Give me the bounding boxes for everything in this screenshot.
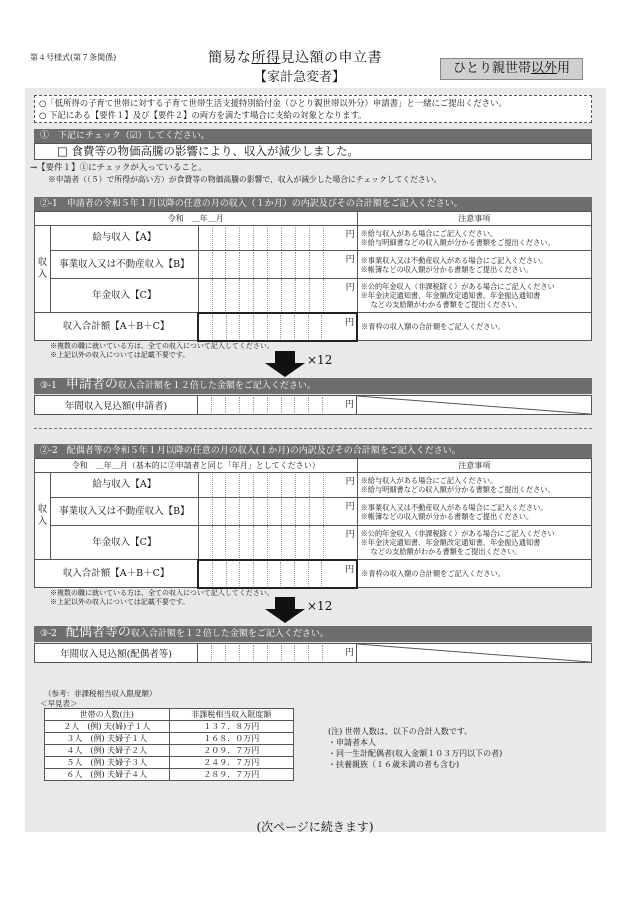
notice-line-1: ○「低所得の子育て世帯に対する子育て世帯生活支援特別給付金（ひとり親世帯以外分）申請書」と一緒にご提出ください。	[39, 98, 507, 108]
pension-note: ※公的年金収入（非課税除く）がある場合にご記入ください ※年金決定通知書、年金額改定通知書、年金振込通知書 などの支給額がわかる書類をご提出ください。	[357, 526, 591, 560]
yen-unit: 円	[345, 230, 355, 240]
down-arrow-icon	[265, 351, 305, 377]
business-label: 事業収入又は不動産収入【B】	[50, 251, 198, 279]
notice-box	[34, 95, 592, 123]
footnote-2: ※上記以外の収入については記載不要です。	[50, 351, 190, 359]
pension-label: 年金収入【C】	[50, 526, 198, 560]
footnote-1: ※複数の職に就いている方は、全ての収入について記入してください。	[50, 589, 274, 597]
table-row: ５人 (例) 夫婦子３人	[45, 757, 170, 769]
reference-subcaption: ＜早見表＞	[40, 699, 78, 708]
annual-income-spouse	[34, 643, 592, 663]
yen-unit: 円	[345, 564, 355, 575]
section2-2-bar: ②-2 配偶者等の令和５年１月以降の任意の月の収入(１か月)の内訳及びその合計額をご記入ください。	[34, 444, 592, 458]
annual-income-input[interactable]	[198, 644, 357, 663]
table-cell: ２０９．７万円	[169, 745, 294, 757]
diagonal-cell	[356, 396, 591, 415]
total-amount-input[interactable]	[198, 313, 357, 341]
multiply-12-label: ×12	[307, 599, 333, 613]
annual-income-label: 年間収入見込額(申請者)	[35, 396, 198, 415]
table-row: ６人 (例) 夫婦子４人	[45, 769, 170, 781]
section3-1-bar: ③-1 申請者の収入合計額を１２倍した金額をご記入ください。	[34, 378, 592, 394]
requirement1: →【要件１】①にチェックが入っていること。	[30, 163, 207, 173]
yen-unit: 円	[345, 477, 355, 487]
business-note: ※事業収入又は不動産収入がある場合にご記入ください。 ※帳簿などの収入額が分かる書類をご提出ください。	[357, 251, 591, 279]
section1-bar: ① 下記にチェック（☑）してください。	[34, 129, 592, 143]
total-note: ※青枠の収入額の合計額をご記入ください。	[357, 313, 591, 341]
table-row: ２人 (例) 夫(婦)子１人	[45, 721, 170, 733]
continue-text: (次ページに続きます)	[256, 820, 374, 834]
month-header: 令和 ＿年＿月（基本的に②申請者と同じ「年月」としてください）	[35, 459, 358, 473]
section3-2-bar: ③-2 配偶者等の収入合計額を１２倍した金額をご記入ください。	[34, 626, 592, 642]
table-cell: ２４９．７万円	[169, 757, 294, 769]
notes-header: 注意事項	[357, 212, 591, 226]
footnote-2: ※上記以外の収入については記載不要です。	[50, 598, 190, 606]
annual-income-input[interactable]	[198, 396, 357, 415]
reference-caption: （参考：非課税相当収入限度額）	[44, 689, 157, 698]
notes-header: 注意事項	[357, 459, 591, 473]
down-arrow-icon	[265, 597, 305, 623]
table-row: ４人 (例) 夫婦子２人	[45, 745, 170, 757]
pension-amount-input[interactable]	[198, 526, 357, 560]
diagonal-line	[357, 644, 590, 662]
yen-unit: 円	[345, 530, 355, 540]
hardship-checkbox-row[interactable]: □ 食費等の物価高騰の影響により、収入が減少しました。	[34, 143, 592, 160]
diagonal-line	[357, 396, 590, 414]
footnote-1: ※複数の職に就いている方は、全ての収入について記入してください。	[50, 342, 274, 350]
income-table-applicant	[34, 211, 592, 342]
income-side-label: 収入	[35, 226, 51, 313]
pension-label: 年金収入【C】	[50, 279, 198, 313]
total-amount-input[interactable]	[198, 560, 357, 588]
salary-amount-input[interactable]	[198, 226, 357, 251]
yen-unit: 円	[345, 255, 355, 265]
pension-note: ※公的年金収入（非課税除く）がある場合にご記入ください ※年金決定通知書、年金額改定通知書、年金振込通知書 などの支給額がわかる書類をご提出ください。	[357, 279, 591, 313]
income-table-spouse	[34, 458, 592, 589]
yen-unit: 円	[344, 400, 354, 410]
pension-amount-input[interactable]	[198, 279, 357, 313]
diagonal-cell	[356, 644, 591, 663]
month-header: 令和 ＿年＿月	[35, 212, 358, 226]
salary-amount-input[interactable]	[198, 473, 357, 498]
multiply-12-label: ×12	[307, 353, 333, 367]
salary-note: ※給与収入がある場合にご記入ください。 ※給与明細書などの収入額が分かる書類をご提出ください。	[357, 226, 591, 251]
total-label: 収入合計額【A＋B＋C】	[35, 313, 199, 341]
business-amount-input[interactable]	[198, 251, 357, 279]
household-note: (注) 世帯人数は、以下の合計人数です。 ・申請者本人 ・同一生計配偶者(収入金額１０３万円以下の者) ・扶養親族（１６歳未満の者も含む)	[328, 727, 503, 769]
table-cell: ２８９．７万円	[169, 769, 294, 781]
form-number: 第４号様式(第７条関係)	[30, 53, 117, 62]
annual-income-applicant	[34, 395, 592, 415]
salary-note: ※給与収入がある場合にご記入ください。 ※給与明細書などの収入額が分かる書類をご提出ください。	[357, 473, 591, 498]
ref-col-household: 世帯の人数(注)	[45, 709, 170, 721]
household-type-badge: ひとり親世帯以外用	[440, 58, 583, 80]
salary-label: 給与収入【A】	[50, 226, 198, 251]
section-divider	[34, 428, 592, 429]
reference-table	[44, 708, 294, 781]
business-amount-input[interactable]	[198, 498, 357, 526]
requirement1-note: ※申請者（（５）で所得が高い方）が食費等の物価高騰の影響で、収入が減少した場合にチェックしてください。	[48, 175, 442, 184]
yen-unit: 円	[345, 283, 355, 293]
notice-line-2: ○ 下記にある【要件１】及び【要件２】の両方を満たす場合に支給の対象となります。	[39, 110, 367, 120]
yen-unit: 円	[345, 317, 355, 328]
total-label: 収入合計額【A＋B＋C】	[35, 560, 199, 588]
business-label: 事業収入又は不動産収入【B】	[50, 498, 198, 526]
yen-unit: 円	[345, 502, 355, 512]
income-side-label: 収入	[35, 473, 51, 560]
business-note: ※事業収入又は不動産収入がある場合にご記入ください。 ※帳簿などの収入額が分かる書類をご提出ください。	[357, 498, 591, 526]
table-cell: １６８．０万円	[169, 733, 294, 745]
total-note: ※青枠の収入額の合計額をご記入ください。	[357, 560, 591, 588]
page-title: 簡易な所得見込額の申立書	[208, 50, 382, 66]
table-cell: １３７．８万円	[169, 721, 294, 733]
table-row: ３人 (例) 夫婦子１人	[45, 733, 170, 745]
salary-label: 給与収入【A】	[50, 473, 198, 498]
annual-income-label: 年間収入見込額(配偶者等)	[35, 644, 198, 663]
page-subtitle: 【家計急変者】	[254, 70, 346, 85]
section2-1-bar: ②-1 申請者の令和５年１月以降の任意の月の収入（１か月）の内訳及びその合計額をご記入ください。	[34, 197, 592, 211]
ref-col-limit: 非課税相当収入限度額	[169, 709, 294, 721]
yen-unit: 円	[344, 648, 354, 658]
